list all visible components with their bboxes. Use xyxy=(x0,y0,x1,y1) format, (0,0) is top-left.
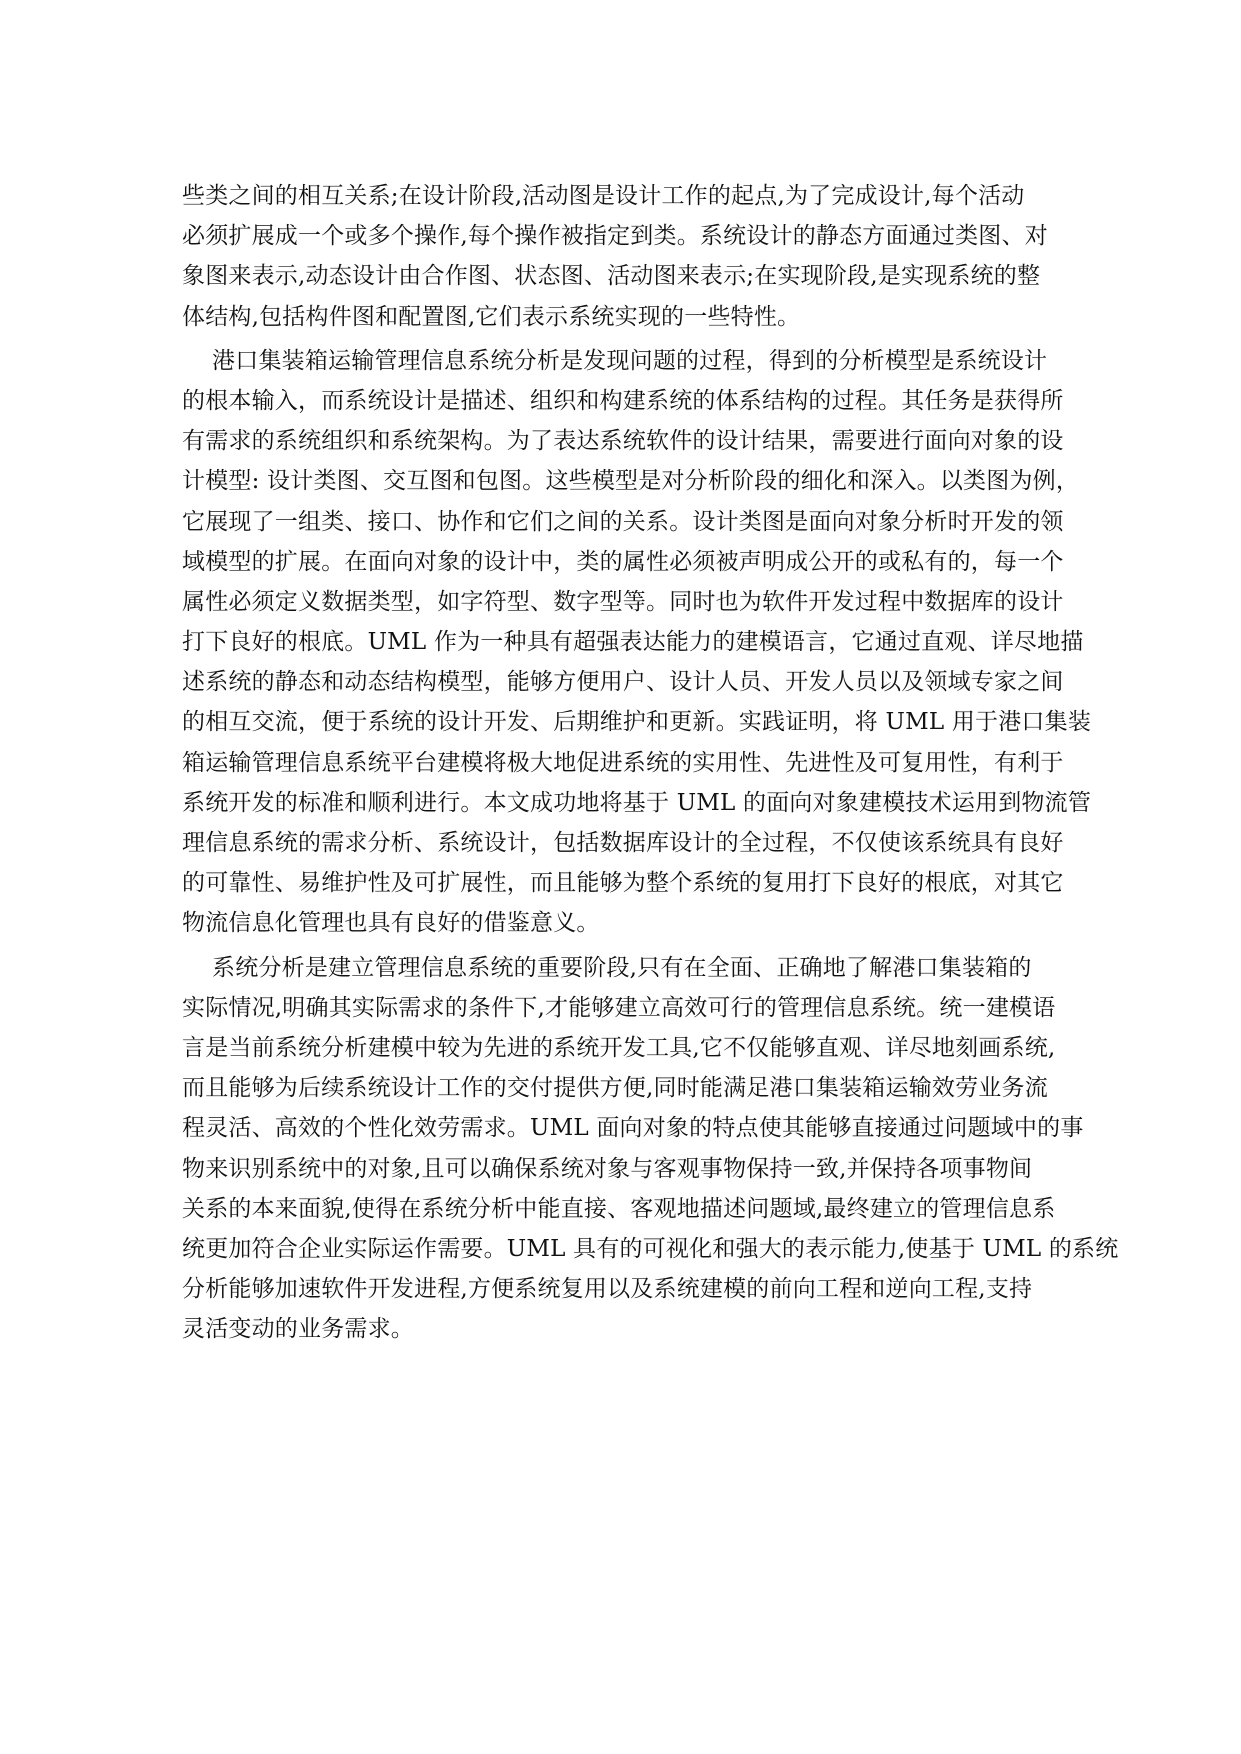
paragraph-line: 域模型的扩展。在面向对象的设计中，类的属性必须被声明成公开的或私有的，每一个 xyxy=(182,548,1064,575)
paragraph-line: 箱运输管理信息系统平台建模将极大地促进系统的实用性、先进性及可复用性，有利于 xyxy=(182,749,1064,776)
paragraph-line: 理信息系统的需求分析、系统设计，包括数据库设计的全过程，不仅使该系统具有良好 xyxy=(182,830,1064,856)
paragraph-line: 属性必须定义数据类型，如字符型、数字型等。同时也为软件开发过程中数据库的设计 xyxy=(182,588,1064,615)
paragraph-line: 实际情况,明确其实际需求的条件下,才能够建立高效可行的管理信息系统。统一建模语 xyxy=(182,994,1056,1021)
paragraph-line: 象图来表示,动态设计由合作图、状态图、活动图来表示;在实现阶段,是实现系统的整 xyxy=(182,263,1041,290)
paragraph-1 xyxy=(182,176,1113,337)
paragraph-line: 物流信息化管理也具有良好的借鉴意义。 xyxy=(182,910,600,937)
paragraph-line: 关系的本来面貌,使得在系统分析中能直接、客观地描述问题域,最终建立的管理信息系 xyxy=(182,1195,1056,1222)
paragraph-line: 些类之间的相互关系;在设计阶段,活动图是设计工作的起点,为了完成设计,每个活动 xyxy=(182,183,1025,209)
document-body xyxy=(182,176,1119,1349)
paragraph-line: 的可靠性、易维护性及可扩展性，而且能够为整个系统的复用打下良好的根底，对其它 xyxy=(182,870,1064,897)
paragraph-line: 言是当前系统分析建模中较为先进的系统开发工具,它不仅能够直观、详尽地刻画系统, xyxy=(182,1034,1056,1061)
paragraph-line: 灵活变动的业务需求。 xyxy=(182,1316,414,1343)
paragraph-2 xyxy=(182,341,1113,944)
paragraph-line: 它展现了一组类、接口、协作和它们之间的关系。设计类图是面向对象分析时开发的领 xyxy=(182,508,1064,535)
paragraph-3 xyxy=(182,948,1119,1350)
paragraph-line: 而且能够为后续系统设计工作的交付提供方便,同时能满足港口集装箱运输效劳业务流 xyxy=(182,1075,1048,1102)
paragraph-line: 物来识别系统中的对象,且可以确保系统对象与客观事物保持一致,并保持各项事物间 xyxy=(182,1155,1033,1182)
paragraph-line: 体结构,包括构件图和配置图,它们表示系统实现的一些特性。 xyxy=(182,303,801,330)
paragraph-line: 港口集装箱运输管理信息系统分析是发现问题的过程，得到的分析模型是系统设计 xyxy=(182,347,1048,374)
paragraph-line: 计模型: 设计类图、交互图和包图。这些模型是对分析阶段的细化和深入。以类图为例， xyxy=(182,468,1080,495)
paragraph-line: 的根本输入，而系统设计是描述、组织和构建系统的体系结构的过程。其任务是获得所 xyxy=(182,387,1064,414)
paragraph-line: 述系统的静态和动态结构模型，能够方便用户、设计人员、开发人员以及领域专家之间 xyxy=(182,669,1064,696)
paragraph-line: 系统分析是建立管理信息系统的重要阶段,只有在全面、正确地了解港口集装箱的 xyxy=(182,954,1032,981)
paragraph-line: 有需求的系统组织和系统架构。为了表达系统软件的设计结果，需要进行面向对象的设 xyxy=(182,428,1064,455)
paragraph-line: 程灵活、高效的个性化效劳需求。UML 面向对象的特点使其能够直接通过问题域中的事 xyxy=(182,1115,1084,1142)
paragraph-line: 统更加符合企业实际运作需要。UML 具有的可视化和强大的表示能力,使基于 UML 的系统 xyxy=(182,1235,1119,1262)
paragraph-line: 分析能够加速软件开发进程,方便系统复用以及系统建模的前向工程和逆向工程,支持 xyxy=(182,1276,1033,1303)
paragraph-line: 系统开发的标准和顺利进行。本文成功地将基于 UML 的面向对象建模技术运用到物流管 xyxy=(182,789,1092,816)
paragraph-line: 必须扩展成一个或多个操作,每个操作被指定到类。系统设计的静态方面通过类图、对 xyxy=(182,223,1048,250)
paragraph-line: 的相互交流，便于系统的设计开发、后期维护和更新。实践证明，将 UML 用于港口集装 xyxy=(182,709,1092,736)
paragraph-line: 打下良好的根底。UML 作为一种具有超强表达能力的建模语言，它通过直观、详尽地描 xyxy=(182,629,1084,656)
